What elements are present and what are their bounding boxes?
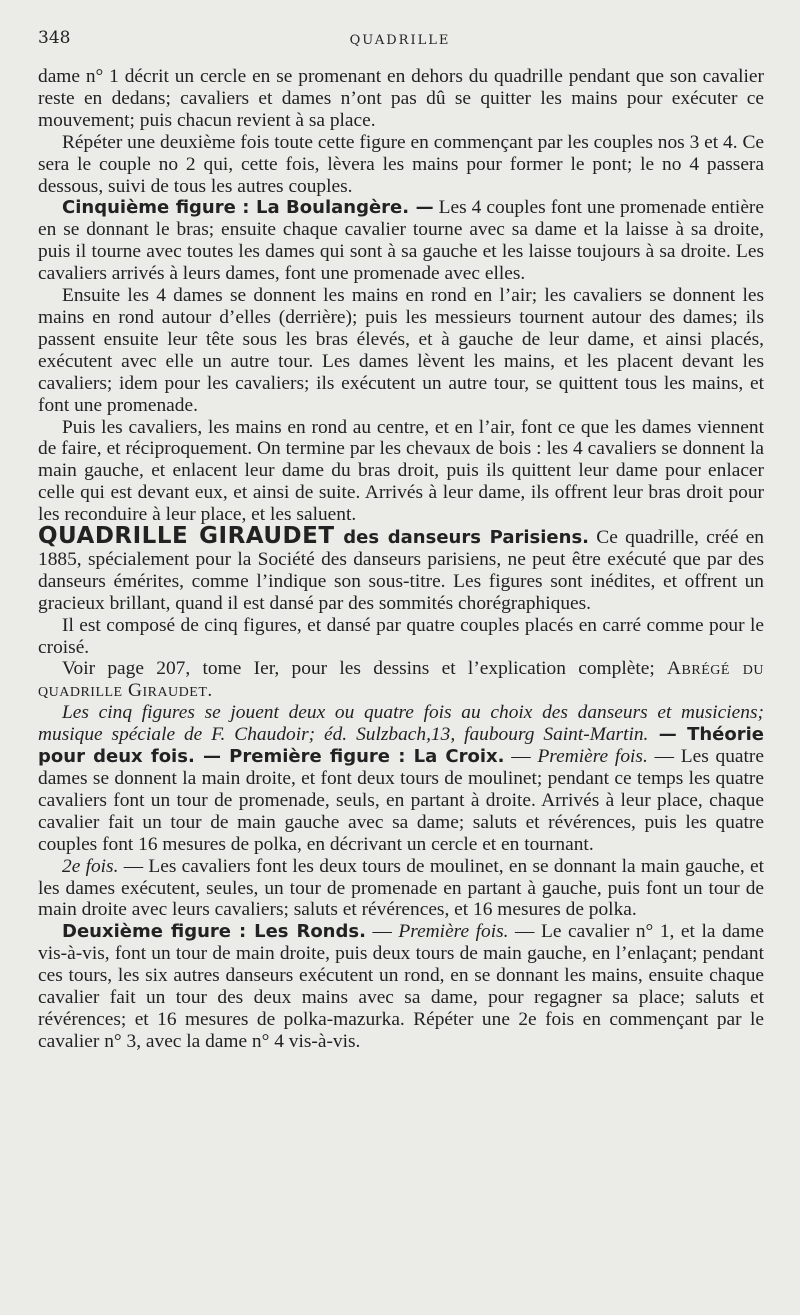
- paragraph: 2e fois. — Les cavaliers font les deux tours de moulinet, en se donnant la main gauche, et les dames exécutent, seules, un tour de promenade en partant à gauche, puis font un tour de main droite avec leurs cavaliers; saluts et révérences, et 16 mesures de polka.: [38, 855, 765, 921]
- paragraph: Puis les cavaliers, les mains en rond au centre, et en l’air, font ce que les dames viennent de faire, et réciproquement. On termine par les chevaux de bois : les 4 cavaliers se donnent la main gauche, et enlacent leur dame du bras droit, puis ils quittent leur dame pour enlacer celle qui est devant eux, et ainsi de suite. Arrivés à leur dame, ils offrent leur bras droit pour les reconduire à leur place, et les saluent.: [38, 416, 764, 526]
- paragraph: Deuxième figure : Les Ronds. — Première fois. — Le cavalier n° 1, et la dame vis-à-vis, font un tour de main droite, puis deux tours de main gauche, en l’enlaçant; pendant ces tours, les six autres danseurs exécutent un rond, en se donnant les mains, ensuite chaque cavalier fait un tour des deux mains avec sa dame, pour regagner sa place; saluts et révérences; et 16 mesures de polka-mazurka. Répéter une 2e fois en commençant par le cavalier n° 3, avec la dame n° 4 vis-à-vis.: [38, 921, 764, 1052]
- section-heading: Cinquième figure : La Boulangère. —: [62, 197, 434, 219]
- quadrille-subtitle: des danseurs Parisiens.: [334, 527, 589, 549]
- body-text: [38, 66, 764, 1053]
- running-head: QUADRILLE: [349, 33, 451, 48]
- paragraph: QUADRILLE GIRAUDET des danseurs Parisiens. Ce quadrille, créé en 1885, spécialement pour la Société des danseurs parisiens, ne peut être exécuté que par des danseurs émérites, comme l’indique son sous-titre. Les figures sont inédites, et offrent un gracieux brillant, quand il est dansé par des sommités chorégraphiques.: [38, 523, 765, 614]
- section-heading: — Théorie pour deux fois. — Première figure : La Croix.: [38, 724, 764, 768]
- paragraph: Répéter une deuxième fois toute cette figure en commençant par les couples nos 3 et 4. Ce sera le couple no 2 qui, cette fois, lèvera les mains pour former le pont; le no 4 passera dessous, suivi de tous les autres couples.: [38, 131, 764, 197]
- small-caps-reference: Abrégé du quadrille Giraudet.: [38, 658, 764, 702]
- paragraph: dame n° 1 décrit un cercle en se promenant en dehors du quadrille pendant que son cavalier reste en dedans; cavaliers et dames n’ont pas dû se quitter les mains pour exécuter ce mouvement; puis chacun revient à sa place.: [38, 66, 764, 131]
- paragraph: Cinquième figure : La Boulangère. — Les 4 couples font une promenade entière en se donnant le bras; ensuite chaque cavalier tourne avec sa dame et la laisse à sa droite, puis il tourne avec toutes les dames qui sont à sa gauche et les laisse toujours à sa droite. Les cavaliers arrivés à leurs dames, font une promenade avec elles.: [38, 197, 764, 285]
- paragraph: Les cinq figures se jouent deux ou quatre fois au choix des danseurs et musiciens; musique spéciale de F. Chaudoir; éd. Sulzbach,13, faubourg Saint-Martin. — Théorie pour deux fois. — Première figure : La Croix. — Première fois. — Les quatre dames se donnent la main droite, et font deux tours de moulinet; pendant ce temps les quatre cavaliers font un tour de promenade, seuls, en partant à droite. Arrivés à leur place, chaque cavalier fait un tour de main gauche avec sa dame; saluts et révérences, puis les quatre couples font 16 mesures de polka, en décrivant un cercle et en tournant.: [38, 702, 764, 855]
- page-number: 348: [38, 28, 71, 48]
- quadrille-title: QUADRILLE GIRAUDET: [38, 523, 335, 550]
- section-heading: Deuxième figure : Les Ronds.: [62, 921, 366, 943]
- paragraph: Il est composé de cinq figures, et dansé par quatre couples placés en carré comme pour le croisé.: [38, 614, 764, 658]
- paragraph: Ensuite les 4 dames se donnent les mains en rond en l’air; les cavaliers se donnent les mains en rond autour d’elles (derrière); puis les messieurs tournent autour des dames; ils passent ensuite leur tête sous les bras élevés, et à gauche de leur dame, et ainsi placés, exécutent avec elle un autre tour. Les dames lèvent les mains, et les placent devant les cavaliers; idem pour les cavaliers; ils exécutent un autre tour, se quittent tous les mains, et font une promenade.: [38, 285, 764, 416]
- paragraph: Voir page 207, tome Ier, pour les dessins et l’explication complète; Abrégé du quadrille Giraudet.: [38, 658, 764, 702]
